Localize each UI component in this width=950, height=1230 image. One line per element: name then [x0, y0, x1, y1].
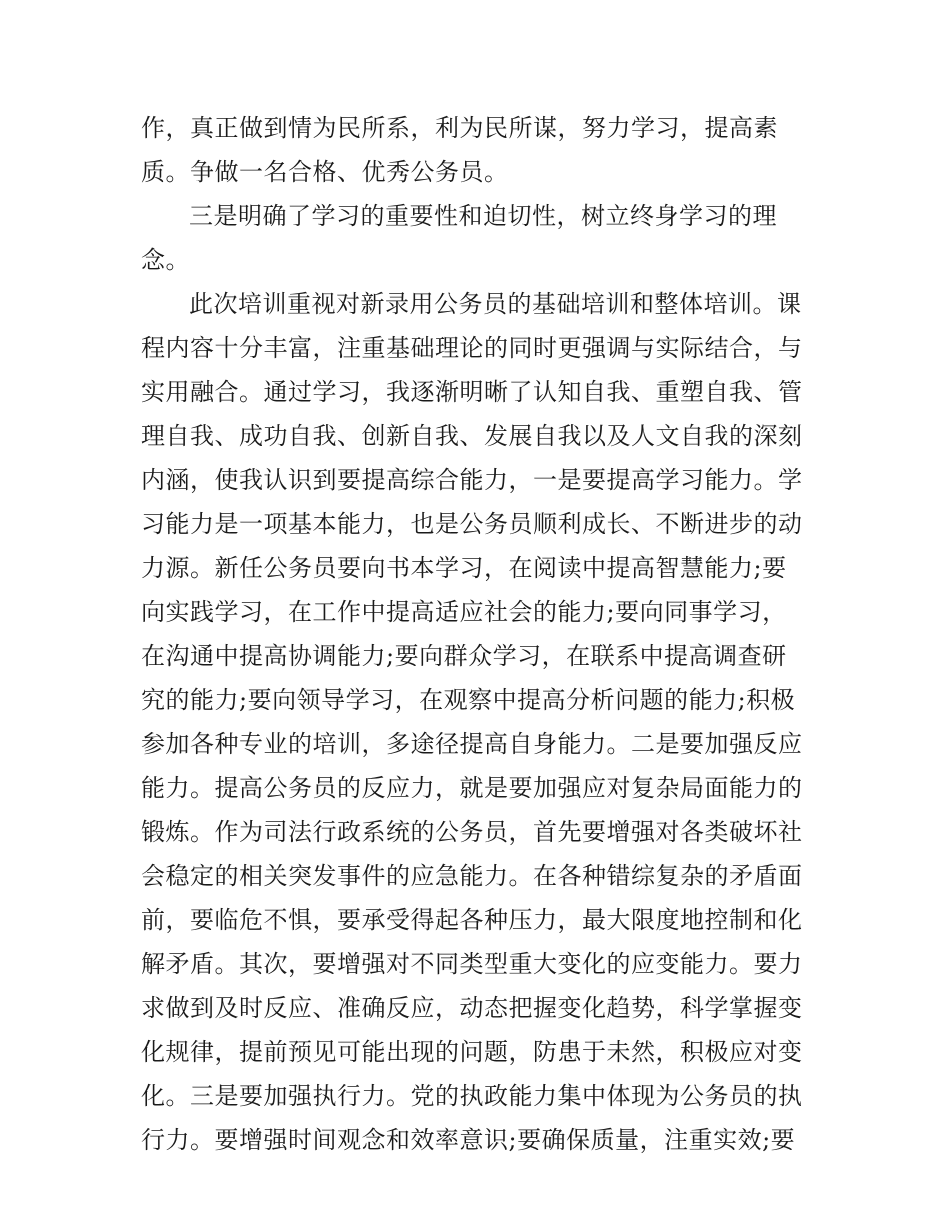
text-line: 参加各种专业的培训，多途径提高自身能力。二是要加强反应 — [141, 730, 803, 758]
text-line: 质。争做一名合格、优秀公务员。 — [141, 158, 509, 186]
text-line: 能力。提高公务员的反应力，就是要加强应对复杂局面能力的 — [141, 774, 803, 802]
text-line: 求做到及时反应、准确反应，动态把握变化趋势，科学掌握变 — [141, 994, 803, 1022]
text-line: 会稳定的相关突发事件的应急能力。在各种错综复杂的矛盾面 — [141, 862, 803, 890]
text-line: 习能力是一项基本能力，也是公务员顺利成长、不断进步的动 — [141, 510, 803, 538]
text-line: 理自我、成功自我、创新自我、发展自我以及人文自我的深刻 — [141, 422, 803, 450]
text-line: 锻炼。作为司法行政系统的公务员，首先要增强对各类破坏社 — [141, 818, 803, 846]
paragraph-first-line: 三是明确了学习的重要性和迫切性，树立终身学习的理 — [189, 202, 777, 230]
text-line: 行力。要增强时间观念和效率意识;要确保质量，注重实效;要 — [141, 1126, 796, 1154]
text-line: 前，要临危不惧，要承受得起各种压力，最大限度地控制和化 — [141, 906, 803, 934]
text-line: 内涵，使我认识到要提高综合能力，一是要提高学习能力。学 — [141, 466, 803, 494]
text-line: 实用融合。通过学习，我逐渐明晰了认知自我、重塑自我、管 — [141, 378, 803, 406]
text-line: 作，真正做到情为民所系，利为民所谋，努力学习，提高素 — [141, 114, 778, 142]
text-line: 在沟通中提高协调能力;要向群众学习，在联系中提高调查研 — [141, 642, 787, 670]
text-line: 念。 — [141, 246, 190, 274]
text-line: 力源。新任公务员要向书本学习，在阅读中提高智慧能力;要 — [141, 554, 787, 582]
text-line: 向实践学习，在工作中提高适应社会的能力;要向同事学习， — [141, 598, 787, 626]
text-line: 化规律，提前预见可能出现的问题，防患于未然，积极应对变 — [141, 1038, 803, 1066]
text-line: 化。三是要加强执行力。党的执政能力集中体现为公务员的执 — [141, 1082, 803, 1110]
text-line: 解矛盾。其次，要增强对不同类型重大变化的应变能力。要力 — [141, 950, 803, 978]
paragraph-first-line: 此次培训重视对新录用公务员的基础培训和整体培训。课 — [189, 290, 802, 318]
text-line: 程内容十分丰富，注重基础理论的同时更强调与实际结合，与 — [141, 334, 803, 362]
text-line: 究的能力;要向领导学习，在观察中提高分析问题的能力;积极 — [141, 686, 796, 714]
